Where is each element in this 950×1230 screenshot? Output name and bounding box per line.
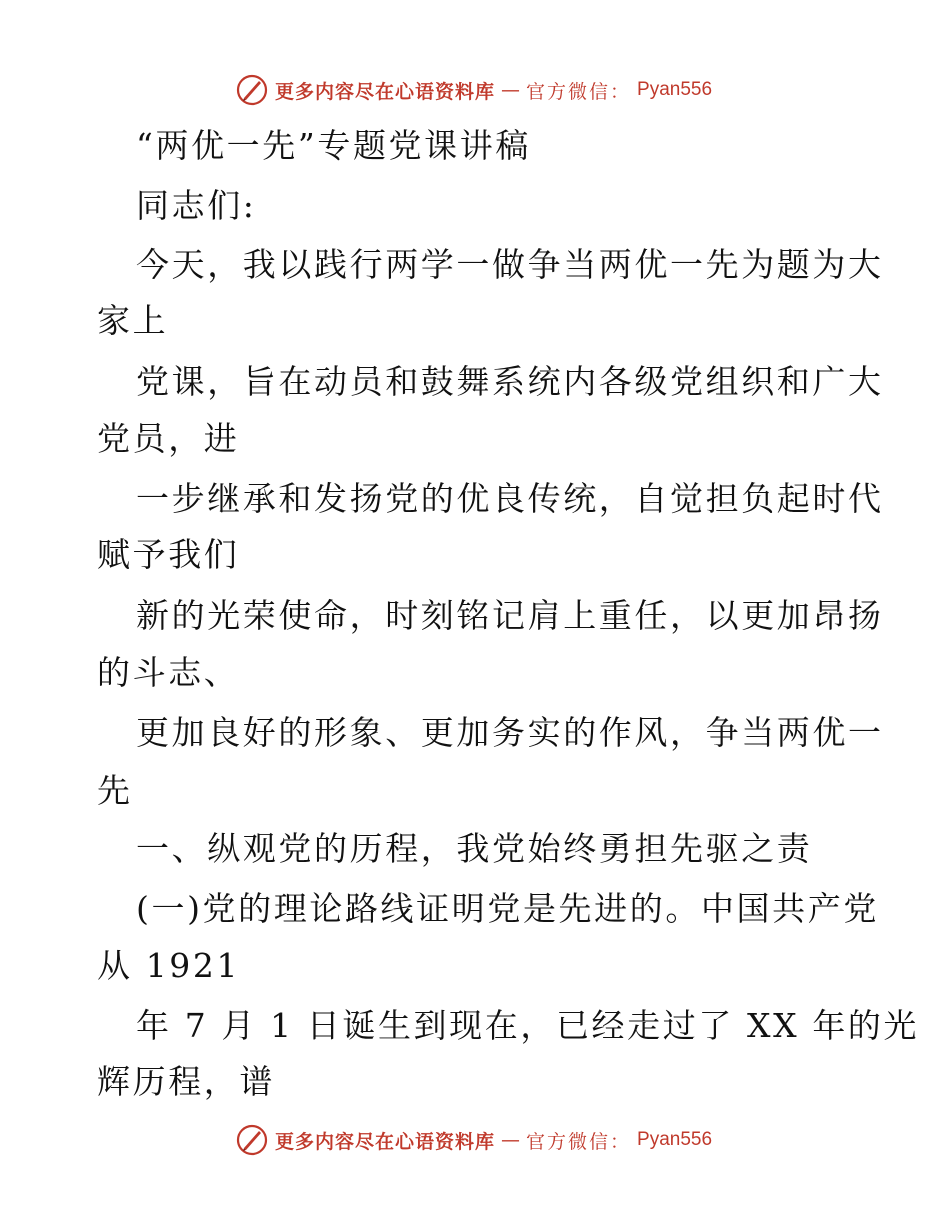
section-heading: 一、纵观党的历程，我党始终勇担先驱之责 — [136, 829, 813, 868]
watermark-dash: — — [501, 79, 521, 101]
footer-watermark — [235, 1122, 712, 1158]
watermark-lead-text: 更多内容尽在心语资料库 — [275, 1130, 496, 1153]
paragraph-line: 从 1921 — [97, 946, 241, 985]
quill-pen-circle-icon — [235, 73, 269, 107]
paragraph-line: 新的光荣使命，时刻铭记肩上重任，以更加昂扬 — [136, 596, 884, 635]
watermark-label: 官方微信： — [526, 80, 632, 103]
quill-pen-circle-icon — [235, 1123, 269, 1157]
paragraph-line: 党课，旨在动员和鼓舞系统内各级党组织和广大 — [136, 362, 884, 401]
paragraph-line: 更加良好的形象、更加务实的作风，争当两优一 — [136, 713, 884, 752]
paragraph-line: 年 7 月 1 日诞生到现在，已经走过了 XX 年的光 — [136, 1006, 920, 1045]
subsection-line: (一)党的理论路线证明党是先进的。中国共产党 — [136, 889, 879, 928]
document-title: “两优一先”专题党课讲稿 — [136, 126, 531, 165]
watermark-dash: — — [501, 1129, 521, 1151]
paragraph-line: 先 — [97, 771, 133, 810]
header-watermark — [235, 72, 712, 108]
paragraph-line: 党员，进 — [97, 419, 240, 458]
paragraph-line: 的斗志、 — [97, 653, 240, 692]
watermark-label: 官方微信： — [526, 1130, 632, 1153]
paragraph-line: 今天，我以践行两学一做争当两优一先为题为大 — [136, 245, 884, 284]
watermark-lead-text: 更多内容尽在心语资料库 — [275, 80, 496, 103]
paragraph-line: 一步继承和发扬党的优良传统，自觉担负起时代 — [136, 479, 884, 518]
watermark-id: Pyan556 — [637, 79, 713, 100]
watermark-id: Pyan556 — [637, 1129, 713, 1150]
paragraph-line: 辉历程，谱 — [97, 1062, 275, 1101]
salutation: 同志们: — [136, 186, 257, 225]
paragraph-line: 赋予我们 — [97, 535, 240, 574]
paragraph-line: 家上 — [97, 301, 169, 340]
